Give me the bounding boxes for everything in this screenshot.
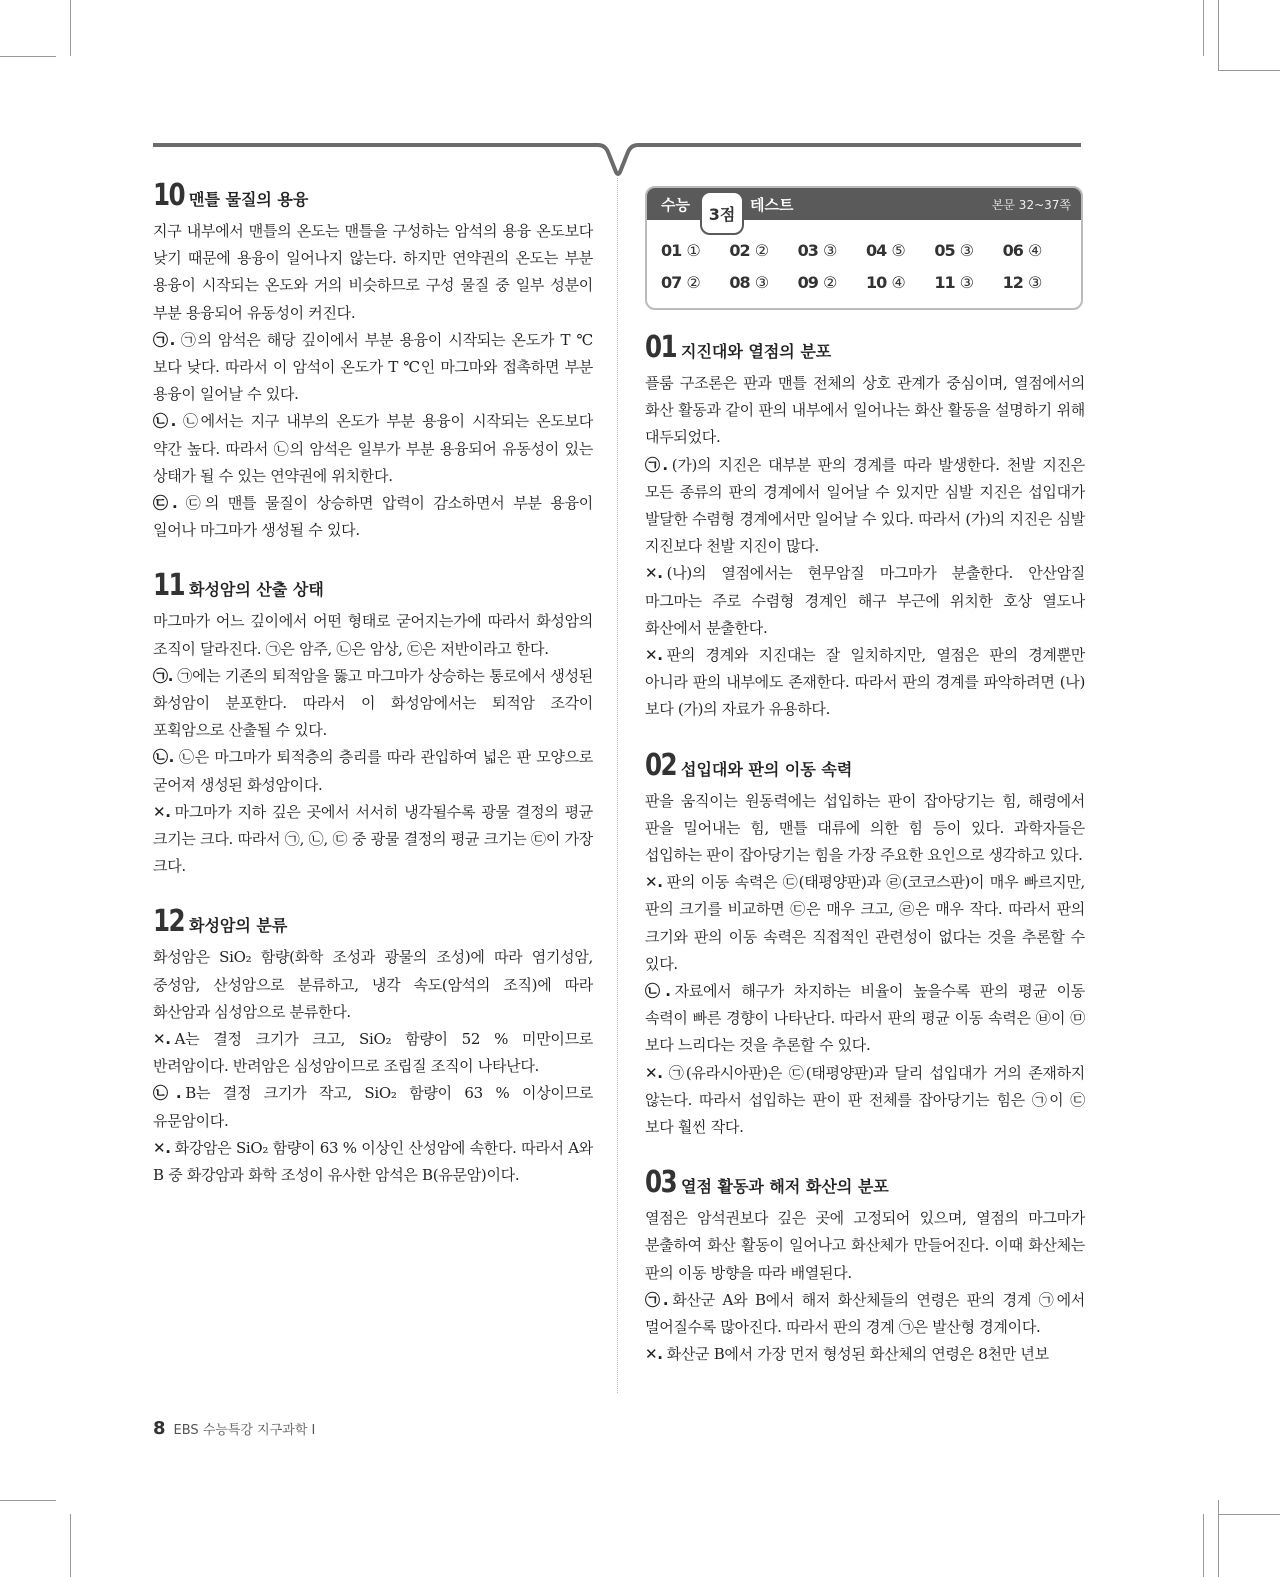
crop-mark — [0, 1500, 56, 1501]
paragraph-text: ㉠에는 기존의 퇴적암을 뚫고 마그마가 상승하는 통로에서 생성된 화성암이 분포한다. 따라서 이 화성암에서는 퇴적암 조각이 포획암으로 산출될 수 있다. — [153, 666, 593, 740]
section-heading — [645, 1165, 1085, 1199]
explanation-paragraph — [153, 327, 593, 409]
explanation-paragraph — [153, 608, 593, 662]
answer-number: 03 — [797, 240, 818, 260]
choice-mark: ✕. — [153, 1138, 171, 1157]
explanation-paragraph — [153, 490, 593, 544]
answer-choice: ③ — [754, 272, 770, 292]
answer-choice: ② — [686, 272, 701, 292]
paragraph-text: 자료에서 해구가 차지하는 비율이 높을수록 판의 평균 이동 속력이 빠른 경향이 나타난다. 따라서 판의 평균 이동 속력은 ㉥이 ㉤보다 느리다는 것을 추론할 수 있다. — [645, 982, 1085, 1055]
answer-choice: ③ — [959, 240, 975, 260]
explanation-paragraph — [645, 1341, 1085, 1368]
answer-key-box — [645, 186, 1083, 310]
section-heading — [153, 568, 593, 602]
explanation-paragraph — [645, 1287, 1085, 1341]
explanation-paragraph — [153, 944, 593, 1026]
answer-choice: ④ — [891, 272, 906, 292]
paragraph-text: A는 결정 크기가 크고, SiO₂ 함량이 52 % 미만이므로 반려암이다. 반려암은 심성암이므로 조립질 조직이 나타난다. — [153, 1030, 593, 1076]
choice-mark: ㉡. — [153, 1084, 182, 1103]
crop-mark — [70, 1514, 71, 1577]
answer-choice: ④ — [1028, 240, 1043, 260]
choice-mark: ㉡. — [645, 982, 671, 1001]
choice-mark: ✕. — [645, 1345, 663, 1364]
page-number: 8 — [153, 1418, 166, 1439]
explanation-section — [153, 568, 593, 880]
explanation-paragraph — [645, 978, 1085, 1060]
answer-key-label-pre: 수능 — [661, 196, 690, 214]
right-column — [645, 330, 1085, 1393]
answer-number: 02 — [729, 240, 750, 260]
explanation-section — [645, 330, 1085, 724]
answer-item — [729, 273, 797, 292]
answer-number: 01 — [661, 240, 682, 260]
answer-grid — [661, 234, 1071, 298]
paragraph-text: 지구 내부에서 맨틀의 온도는 맨틀을 구성하는 암석의 용융 온도보다 낮기 때문에 용융이 일어나지 않는다. 하지만 연약권의 온도는 부분 용융이 시작되는 온도와 거의 비슷하므로 구성 물질 중 일부 성분이 부분 용융되어 유동성이 커진다. — [153, 222, 593, 322]
answer-choice: ③ — [1028, 272, 1043, 292]
answer-choice: ② — [754, 240, 770, 260]
choice-mark: ✕. — [645, 646, 663, 665]
explanation-section — [645, 748, 1085, 1142]
answer-choice: ⑤ — [891, 240, 906, 260]
paragraph-text: 판의 경계와 지진대는 잘 일치하지만, 열점은 판의 경계뿐만 아니라 판의 내부에도 존재한다. 따라서 판의 경계를 파악하려면 (나)보다 (가)의 자료가 유용하다. — [645, 646, 1085, 719]
section-number: 12 — [153, 904, 184, 940]
paragraph-text: 플룸 구조론은 판과 맨틀 전체의 상호 관계가 중심이며, 열점에서의 화산 활동과 같이 판의 내부에서 일어나는 화산 활동을 설명하기 위해 대두되었다. — [645, 374, 1085, 447]
answer-item — [661, 241, 729, 260]
answer-number: 08 — [729, 272, 750, 292]
answer-number: 05 — [934, 240, 955, 260]
choice-mark: ✕. — [153, 1030, 171, 1049]
section-heading — [645, 330, 1085, 364]
explanation-paragraph — [645, 452, 1085, 561]
choice-mark: ㉡. — [153, 412, 177, 431]
choice-mark: ㉠. — [153, 330, 175, 349]
paragraph-text: 화강암은 SiO₂ 함량이 63 % 이상인 산성암에 속한다. 따라서 A와 B 중 화강암과 화학 조성이 유사한 암석은 B(유문암)이다. — [153, 1138, 593, 1185]
answer-row — [661, 234, 1071, 266]
answer-number: 11 — [934, 272, 955, 292]
section-number: 02 — [645, 747, 676, 783]
explanation-paragraph — [645, 788, 1085, 870]
section-number: 10 — [153, 178, 184, 213]
choice-mark: ✕. — [153, 802, 171, 821]
header-rule — [0, 0, 1280, 180]
choice-mark: ㉢. — [153, 494, 178, 513]
explanation-section — [645, 1165, 1085, 1368]
answer-item — [1003, 273, 1071, 292]
answer-item — [661, 273, 729, 292]
book-title: EBS 수능특강 지구과학 Ⅰ — [173, 1423, 316, 1438]
paragraph-text: ㉠(유라시아판)은 ㉢(태평양판)과 달리 섭입대가 거의 존재하지 않는다. 따라서 섭입하는 판이 판 전체를 잡아당기는 힘은 ㉠이 ㉢보다 훨씬 작다. — [645, 1063, 1085, 1137]
paragraph-text: ㉡은 마그마가 퇴적층의 층리를 따라 관입하여 넓은 판 모양으로 굳어져 생성된 화성암이다. — [153, 748, 593, 794]
left-column — [153, 178, 593, 1213]
paragraph-text: ㉡에서는 지구 내부의 온도가 부분 용융이 시작되는 온도보다 약간 높다. 따라서 ㉡의 암석은 일부가 부분 용융되어 유동성이 있는 상태가 될 수 있는 연약권에 위치한다. — [153, 412, 593, 485]
section-title: 열점 활동과 해저 화산의 분포 — [681, 1177, 889, 1197]
answer-key-header — [647, 188, 1081, 224]
explanation-paragraph — [153, 408, 593, 490]
paragraph-text: 화산군 B에서 가장 먼저 형성된 화산체의 연령은 8천만 년보 — [666, 1345, 1049, 1364]
paragraph-text: 마그마가 지하 깊은 곳에서 서서히 냉각될수록 광물 결정의 평균 크기는 크다. 따라서 ㉠, ㉡, ㉢ 중 광물 결정의 평균 크기는 ㉢이 가장 크다. — [153, 802, 593, 876]
paragraph-text: 화산군 A와 B에서 해저 화산체들의 연령은 판의 경계 ㉠에서 멀어질수록 많아진다. 따라서 판의 경계 ㉠은 발산형 경계이다. — [645, 1290, 1085, 1337]
explanation-paragraph — [153, 799, 593, 881]
choice-mark: ✕. — [645, 564, 663, 583]
paragraph-text: (가)의 지진은 대부분 판의 경계를 따라 발생한다. 천발 지진은 모든 종류의 판의 경계에서 일어날 수 있지만 심발 지진은 섭입대가 발달한 수렴형 경계에서만 일어날 수 있다. 따라서 (가)의 지진은 심발 지진보다 천발 지진이 많다. — [645, 455, 1085, 556]
explanation-paragraph — [645, 1060, 1085, 1142]
crop-mark — [1218, 1500, 1219, 1577]
explanation-paragraph — [153, 744, 593, 798]
answer-item — [934, 241, 1002, 260]
paragraph-text: ㉠의 암석은 해당 깊이에서 부분 용융이 시작되는 온도가 T ℃보다 낮다. 따라서 이 암석이 온도가 T ℃인 마그마와 접촉하면 부분 용융이 일어날 수 있다. — [153, 330, 593, 404]
explanation-paragraph — [645, 642, 1085, 724]
answer-item — [1003, 241, 1071, 260]
crop-mark — [1218, 1514, 1280, 1515]
answer-number: 09 — [797, 272, 818, 292]
explanation-paragraph — [645, 1205, 1085, 1287]
answer-item — [729, 241, 797, 260]
explanation-section — [153, 904, 593, 1189]
answer-item — [798, 273, 866, 292]
choice-mark: ✕. — [645, 873, 663, 892]
choice-mark: ㉠. — [153, 666, 174, 685]
section-heading — [153, 178, 593, 212]
column-divider — [617, 178, 618, 1393]
answer-number: 06 — [1002, 240, 1023, 260]
section-number: 03 — [645, 1165, 676, 1201]
section-title: 맨틀 물질의 용융 — [189, 190, 309, 209]
answer-key-label-post: 테스트 — [750, 196, 794, 214]
explanation-paragraph — [645, 560, 1085, 642]
explanation-paragraph — [153, 1080, 593, 1134]
answer-choice: ① — [686, 240, 701, 260]
paragraph-text: ㉢의 맨틀 물질이 상승하면 압력이 감소하면서 부분 용융이 일어나 마그마가 생성될 수 있다. — [153, 494, 593, 540]
section-title: 섭입대와 판의 이동 속력 — [681, 759, 853, 779]
section-number: 01 — [645, 330, 676, 365]
choice-mark: ✕. — [645, 1063, 663, 1082]
answer-row — [661, 266, 1071, 298]
answer-item — [798, 241, 866, 260]
answer-item — [866, 273, 934, 292]
explanation-paragraph — [645, 869, 1085, 978]
answer-item — [866, 241, 934, 260]
choice-mark: ㉠. — [645, 1290, 669, 1309]
section-title: 지진대와 열점의 분포 — [681, 342, 832, 361]
paragraph-text: 판을 움직이는 원동력에는 섭입하는 판이 잡아당기는 힘, 해령에서 판을 밀어내는 힘, 맨틀 대류에 의한 힘 등이 있다. 과학자들은 섭입하는 판이 잡아당기는 힘을 가장 주요한 요인으로 생각하고 있다. — [645, 791, 1085, 865]
section-number: 11 — [153, 568, 184, 604]
paragraph-text: 열점은 암석권보다 깊은 곳에 고정되어 있으며, 열점의 마그마가 분출하여 화산 활동이 일어나고 화산체가 만들어진다. 이때 화산체는 판의 이동 방향을 따라 배열된다. — [645, 1209, 1085, 1282]
explanation-section — [153, 178, 593, 544]
explanation-paragraph — [153, 218, 593, 327]
section-title: 화성암의 산출 상태 — [189, 580, 324, 600]
answer-choice: ③ — [959, 272, 975, 292]
answer-choice: ② — [823, 272, 838, 292]
answer-number: 04 — [865, 240, 887, 260]
paragraph-text: 화성암은 SiO₂ 함량(화학 조성과 광물의 조성)에 따라 염기성암, 중성암, 산성암으로 분류하고, 냉각 속도(암석의 조직)에 따라 화산암과 심성암으로 분류한다. — [153, 948, 593, 1021]
explanation-paragraph — [645, 370, 1085, 452]
crop-mark — [1203, 1514, 1204, 1577]
paragraph-text: B는 결정 크기가 작고, SiO₂ 함량이 63 % 이상이므로 유문암이다. — [153, 1084, 593, 1130]
page-footer — [153, 1418, 315, 1439]
answer-number: 10 — [865, 272, 887, 292]
answer-choice: ③ — [823, 240, 838, 260]
choice-mark: ㉡. — [153, 748, 175, 767]
explanation-paragraph — [153, 1026, 593, 1080]
answer-item — [934, 273, 1002, 292]
paragraph-text: 마그마가 어느 깊이에서 어떤 형태로 굳어지는가에 따라서 화성암의 조직이 달라진다. ㉠은 암주, ㉡은 암상, ㉢은 저반이라고 한다. — [153, 612, 593, 658]
paragraph-text: (나)의 열점에서는 현무암질 마그마가 분출한다. 안산암질 마그마는 주로 수렴형 경계인 해구 부근에 위치한 호상 열도나 화산에서 분출한다. — [645, 564, 1085, 637]
section-title: 화성암의 분류 — [189, 916, 288, 936]
paragraph-text: 판의 이동 속력은 ㉢(태평양판)과 ㉣(코코스판)이 매우 빠르지만, 판의 크기를 비교하면 ㉢은 매우 크고, ㉣은 매우 작다. 따라서 판의 크기와 판의 이동 속력은 직접적인 관련성이 없다는 것을 추론할 수 있다. — [645, 873, 1085, 973]
explanation-paragraph — [153, 663, 593, 745]
choice-mark: ㉠. — [645, 455, 668, 474]
explanation-paragraph — [153, 1135, 593, 1189]
section-heading — [153, 904, 593, 938]
answer-number: 07 — [661, 272, 682, 292]
answer-number: 12 — [1002, 272, 1023, 292]
section-heading — [645, 748, 1085, 782]
answer-key-badge: 3점 — [700, 191, 744, 235]
answer-key-page-ref: 본문 32~37쪽 — [991, 198, 1071, 212]
